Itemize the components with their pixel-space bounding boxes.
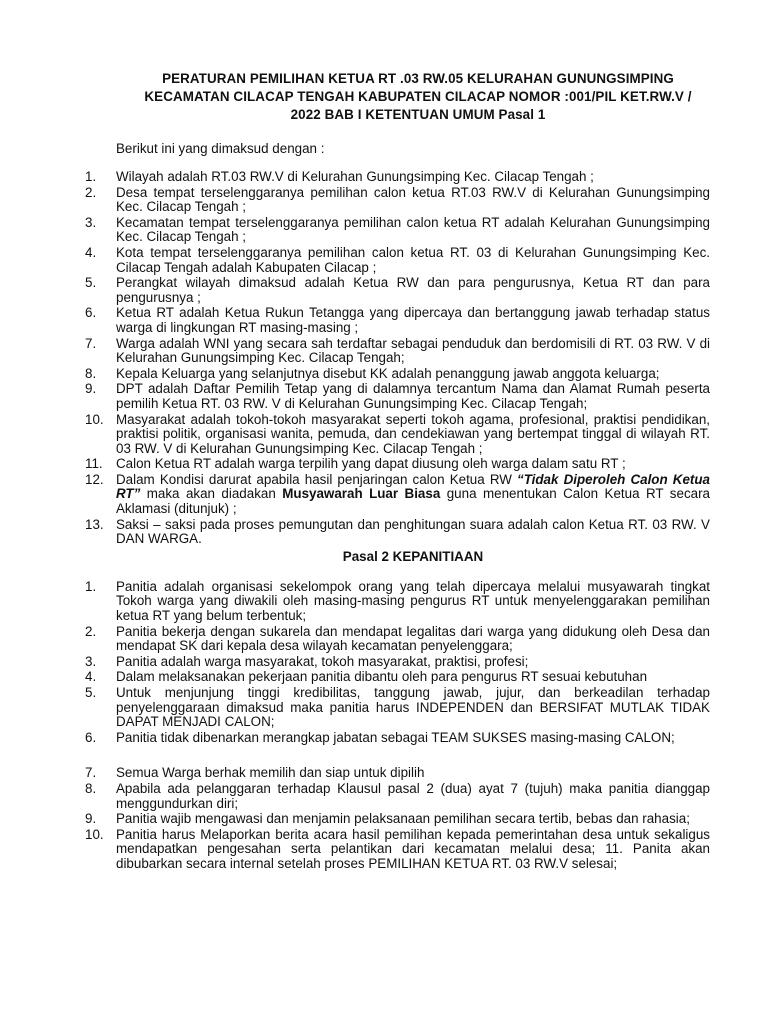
list-item: 9. DPT adalah Daftar Pemilih Tetap yang di dalamnya tercantum Nama dan Alamat Rumah peserta pemilih Ketua RT. 03 RW. V di Kelurahan Gunungsimping Kec. Cilacap Tengah; — [85, 381, 710, 411]
list-item: 10. Masyarakat adalah tokoh-tokoh masyarakat seperti tokoh agama, profesional, praktisi pendidikan, praktisi politik, organisasi wanita, pemuda, dan cendekiawan yang bertempat tinggal di wilayah RT. 03 RW. V di Kelurahan Gunungsimping Kec. Cilacap Tengah ; — [85, 411, 710, 456]
pasal2-list-b — [85, 765, 710, 871]
list-item: 4. Kota tempat terselenggaranya pemilihan calon ketua RT. 03 di Kelurahan Gunungsimping Kec. Cilacap Tengah adalah Kabupaten Cilacap ; — [85, 244, 710, 275]
list-item: 13. Saksi – saksi pada proses pemungutan dan penghitungan suara adalah calon Ketua RT. 03 RW. V DAN WARGA. — [85, 516, 710, 547]
spacer — [116, 746, 710, 766]
list-item: 7. Warga adalah WNI yang secara sah terdaftar sebagai penduduk dan berdomisili di RT. 03 RW. V di Kelurahan Gunungsimping Kec. Cilacap Tengah; — [85, 335, 710, 366]
pasal1-list — [85, 169, 710, 547]
list-item: 6. Panitia tidak dibenarkan merangkap jabatan sebagai TEAM SUKSES masing-masing CALON; — [85, 729, 675, 745]
title-line-3: 2022 BAB I KETENTUAN UMUM Pasal 1 — [290, 107, 546, 122]
list-item: 3. Panitia adalah warga masyarakat, tokoh masyarakat, praktisi, profesi; — [85, 653, 529, 669]
list-item: 2. Desa tempat terselenggaranya pemilihan calon ketua RT.03 RW.V di Kelurahan Gunungsimping Kec. Cilacap Tengah ; — [85, 184, 710, 215]
document-title — [116, 70, 720, 124]
list-item: 12. Dalam Kondisi darurat apabila hasil penjaringan calon Ketua RW “Tidak Diperoleh Calon Ketua RT” maka akan diadakan Musyawarah Luar Biasa guna menentukan Calon Ketua RT secara Aklamasi (ditunjuk) ; — [85, 471, 710, 517]
list-item: 6. Ketua RT adalah Ketua Rukun Tetangga yang dipercaya dan bertanggung jawab terhadap status warga di lingkungan RT masing-masing ; — [85, 305, 710, 335]
list-item: 11. Calon Ketua RT adalah warga terpilih yang dapat diusung oleh warga dalam satu RT ; — [85, 456, 626, 472]
list-item: 10. Panitia harus Melaporkan berita acara hasil pemilihan kepada pemerintahan desa untuk sekaligus mendapatkan pengesahan serta pelantikan dari kecamatan melalui desa; 11. Panita akan dibubarkan secara internal setelah proses PEMILIHAN KETUA RT. 03 RW.V selesai; — [85, 826, 710, 871]
list-item: 1. Wilayah adalah RT.03 RW.V di Kelurahan Gunungsimping Kec. Cilacap Tengah ; — [85, 169, 594, 184]
list-item: 2. Panitia bekerja dengan sukarela dan mendapat legalitas dari warga yang didukung oleh Desa dan mendapat SK dari kepala desa wilayah kecamatan penyelenggara; — [85, 623, 710, 654]
title-line-1: PERATURAN PEMILIHAN KETUA RT .03 RW.05 KELURAHAN GUNUNGSIMPING — [162, 71, 674, 86]
list-item: 8. Apabila ada pelanggaran terhadap Klausul pasal 2 (dua) ayat 7 (tujuh) maka panitia dianggap menggundurkan diri; — [85, 780, 710, 811]
list-item: 8. Kepala Keluarga yang selanjutnya disebut KK adalah penanggung jawab anggota keluarga; — [85, 365, 660, 381]
intro-text: Berikut ini yang dimaksud dengan : — [116, 141, 325, 156]
section-title-pasal2: Pasal 2 KEPANITIAAN — [342, 548, 484, 564]
title-line-2: KECAMATAN CILACAP TENGAH KABUPATEN CILACAP NOMOR :001/PIL KET.RW.V / — [144, 89, 692, 104]
emphasis-text: “Tidak Diperoleh Calon Ketua RT” — [116, 471, 710, 502]
list-item: 4. Dalam melaksanakan pekerjaan panitia dibantu oleh para pengurus RT sesuai kebutuhan — [85, 669, 648, 685]
pasal2-list-a — [85, 578, 710, 746]
list-item: 5. Perangkat wilayah dimaksud adalah Ketua RW dan para pengurusnya, Ketua RT dan para pengurusnya ; — [85, 275, 710, 305]
list-item: 1. Panitia adalah organisasi sekelompok orang yang telah dipercaya melalui musyawarah tingkat Tokoh warga yang diwakili oleh masing-masing pengurus RT untuk menyelenggarakan pemilihan ketua RT yang belum terbentuk; — [85, 578, 710, 624]
list-item: 7. Semua Warga berhak memilih dan siap untuk dipilih — [85, 765, 425, 781]
list-item: 5. Untuk menjunjung tinggi kredibilitas, tanggung jawab, jujur, dan berkeadilan terhadap penyelenggaraan dimaksud maka panitia harus INDEPENDEN dan BERSIFAT MUTLAK TIDAK DAPAT MENJADI CALON; — [85, 685, 710, 730]
list-item: 3. Kecamatan tempat terselenggaranya pemilihan calon ketua RT adalah Kelurahan Gunungsimping Kec. Cilacap Tengah ; — [85, 214, 710, 245]
list-item: 9. Panitia wajib mengawasi dan menjamin pelaksanaan pemilihan secara tertib, bebas dan rahasia; — [85, 811, 690, 827]
bold-text: Musyawarah Luar Biasa — [282, 486, 441, 502]
